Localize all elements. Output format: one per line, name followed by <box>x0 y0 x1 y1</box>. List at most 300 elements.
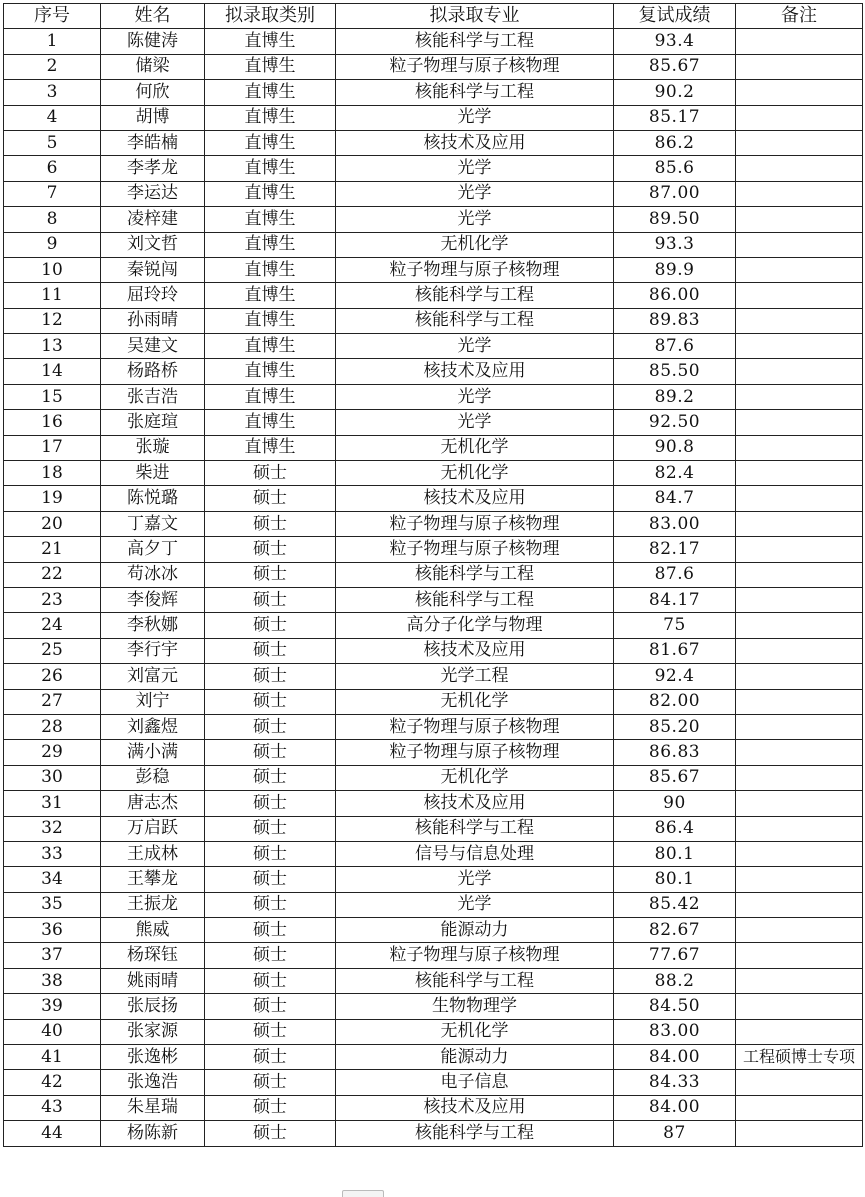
cell-score: 81.67 <box>614 638 736 663</box>
cell-score: 80.1 <box>614 867 736 892</box>
cell-score: 83.00 <box>614 1019 736 1044</box>
cell-score: 89.2 <box>614 384 736 409</box>
cell-score: 75 <box>614 613 736 638</box>
cell-index: 39 <box>4 994 101 1019</box>
cell-score: 89.50 <box>614 207 736 232</box>
cell-name: 熊威 <box>101 918 205 943</box>
cell-score: 93.4 <box>614 29 736 54</box>
cell-index: 20 <box>4 511 101 536</box>
cell-name: 王振龙 <box>101 892 205 917</box>
cell-major: 核技术及应用 <box>336 791 614 816</box>
cell-note <box>736 791 863 816</box>
table-row <box>4 130 863 155</box>
cell-note <box>736 1095 863 1120</box>
cell-category: 直博生 <box>205 80 336 105</box>
table-row <box>4 1045 863 1070</box>
cell-major: 无机化学 <box>336 1019 614 1044</box>
header-score: 复试成绩 <box>614 4 736 29</box>
cell-note <box>736 207 863 232</box>
cell-name: 杨路桥 <box>101 359 205 384</box>
table-body <box>4 29 863 1146</box>
cell-category: 硕士 <box>205 841 336 866</box>
cell-name: 胡博 <box>101 105 205 130</box>
cell-score: 84.7 <box>614 486 736 511</box>
cell-major: 粒子物理与原子核物理 <box>336 537 614 562</box>
cell-name: 柴进 <box>101 461 205 486</box>
cell-index: 18 <box>4 461 101 486</box>
table-row <box>4 207 863 232</box>
cell-name: 丁嘉文 <box>101 511 205 536</box>
cell-category: 硕士 <box>205 638 336 663</box>
cell-category: 直博生 <box>205 232 336 257</box>
table-row <box>4 511 863 536</box>
cell-major: 核能科学与工程 <box>336 968 614 993</box>
cell-major: 核技术及应用 <box>336 1095 614 1120</box>
cell-major: 生物物理学 <box>336 994 614 1019</box>
cell-category: 直博生 <box>205 54 336 79</box>
cell-major: 粒子物理与原子核物理 <box>336 740 614 765</box>
cell-category: 硕士 <box>205 1045 336 1070</box>
table-row <box>4 156 863 181</box>
cell-category: 硕士 <box>205 1019 336 1044</box>
cell-name: 刘富元 <box>101 664 205 689</box>
cell-score: 82.4 <box>614 461 736 486</box>
cell-score: 90 <box>614 791 736 816</box>
cell-major: 核能科学与工程 <box>336 283 614 308</box>
table-row <box>4 29 863 54</box>
cell-note <box>736 968 863 993</box>
cell-score: 86.00 <box>614 283 736 308</box>
cell-index: 30 <box>4 765 101 790</box>
cell-category: 硕士 <box>205 943 336 968</box>
cell-category: 硕士 <box>205 918 336 943</box>
table-row <box>4 816 863 841</box>
cell-score: 93.3 <box>614 232 736 257</box>
cell-category: 硕士 <box>205 816 336 841</box>
cell-note <box>736 283 863 308</box>
cell-score: 80.1 <box>614 841 736 866</box>
table-row <box>4 918 863 943</box>
cell-index: 5 <box>4 130 101 155</box>
cell-category: 硕士 <box>205 994 336 1019</box>
cell-name: 王攀龙 <box>101 867 205 892</box>
cell-note <box>736 308 863 333</box>
cell-major: 粒子物理与原子核物理 <box>336 714 614 739</box>
table-row <box>4 994 863 1019</box>
cell-major: 光学 <box>336 105 614 130</box>
cell-note <box>736 562 863 587</box>
table-row <box>4 283 863 308</box>
cell-note <box>736 994 863 1019</box>
cell-note <box>736 841 863 866</box>
cell-note <box>736 943 863 968</box>
cell-category: 硕士 <box>205 613 336 638</box>
cell-major: 核能科学与工程 <box>336 587 614 612</box>
cell-major: 核技术及应用 <box>336 486 614 511</box>
cell-note <box>736 638 863 663</box>
cell-category: 硕士 <box>205 968 336 993</box>
cell-category: 直博生 <box>205 105 336 130</box>
cell-category: 硕士 <box>205 765 336 790</box>
cell-category: 硕士 <box>205 689 336 714</box>
cell-note <box>736 130 863 155</box>
cell-category: 直博生 <box>205 334 336 359</box>
cell-note <box>736 54 863 79</box>
cell-score: 85.67 <box>614 765 736 790</box>
cell-category: 直博生 <box>205 207 336 232</box>
table-header <box>4 4 863 29</box>
cell-note <box>736 664 863 689</box>
cell-index: 6 <box>4 156 101 181</box>
cell-index: 9 <box>4 232 101 257</box>
cell-score: 85.17 <box>614 105 736 130</box>
table-row <box>4 587 863 612</box>
cell-category: 硕士 <box>205 791 336 816</box>
cell-score: 88.2 <box>614 968 736 993</box>
cell-index: 17 <box>4 435 101 460</box>
cell-major: 高分子化学与物理 <box>336 613 614 638</box>
cell-score: 86.2 <box>614 130 736 155</box>
cell-index: 2 <box>4 54 101 79</box>
cell-major: 光学 <box>336 867 614 892</box>
cell-index: 33 <box>4 841 101 866</box>
cell-category: 直博生 <box>205 257 336 282</box>
table-row <box>4 714 863 739</box>
cell-name: 姚雨晴 <box>101 968 205 993</box>
table-row <box>4 435 863 460</box>
cell-score: 83.00 <box>614 511 736 536</box>
header-row <box>4 4 863 29</box>
table-row <box>4 181 863 206</box>
cell-score: 89.83 <box>614 308 736 333</box>
cell-name: 陈健涛 <box>101 29 205 54</box>
cell-note <box>736 537 863 562</box>
cell-major: 粒子物理与原子核物理 <box>336 511 614 536</box>
cell-category: 直博生 <box>205 410 336 435</box>
cell-name: 张辰扬 <box>101 994 205 1019</box>
cell-index: 13 <box>4 334 101 359</box>
cell-name: 张逸彬 <box>101 1045 205 1070</box>
cell-index: 15 <box>4 384 101 409</box>
cell-note <box>736 1121 863 1146</box>
admission-table <box>3 3 863 1147</box>
table-row <box>4 384 863 409</box>
cell-major: 光学 <box>336 892 614 917</box>
cell-score: 84.17 <box>614 587 736 612</box>
cell-major: 核技术及应用 <box>336 359 614 384</box>
cell-category: 直博生 <box>205 283 336 308</box>
cell-note <box>736 232 863 257</box>
table-row <box>4 461 863 486</box>
table-row <box>4 105 863 130</box>
cell-index: 32 <box>4 816 101 841</box>
cell-note <box>736 816 863 841</box>
cell-index: 40 <box>4 1019 101 1044</box>
cell-index: 23 <box>4 587 101 612</box>
cell-note <box>736 105 863 130</box>
cell-category: 硕士 <box>205 486 336 511</box>
cell-category: 硕士 <box>205 714 336 739</box>
cell-name: 储梁 <box>101 54 205 79</box>
cell-category: 硕士 <box>205 740 336 765</box>
cell-index: 12 <box>4 308 101 333</box>
cell-score: 84.33 <box>614 1070 736 1095</box>
cell-index: 27 <box>4 689 101 714</box>
cell-score: 85.67 <box>614 54 736 79</box>
cell-note <box>736 334 863 359</box>
cell-index: 1 <box>4 29 101 54</box>
cell-note <box>736 181 863 206</box>
cell-name: 满小满 <box>101 740 205 765</box>
cell-index: 37 <box>4 943 101 968</box>
cell-index: 25 <box>4 638 101 663</box>
cell-category: 直博生 <box>205 29 336 54</box>
table-row <box>4 537 863 562</box>
cell-name: 屈玲玲 <box>101 283 205 308</box>
cell-score: 84.00 <box>614 1045 736 1070</box>
cell-major: 无机化学 <box>336 435 614 460</box>
cell-score: 89.9 <box>614 257 736 282</box>
cell-major: 粒子物理与原子核物理 <box>336 943 614 968</box>
cell-index: 21 <box>4 537 101 562</box>
cell-note <box>736 918 863 943</box>
cell-category: 硕士 <box>205 511 336 536</box>
cell-note <box>736 511 863 536</box>
table-row <box>4 1121 863 1146</box>
cell-score: 87.6 <box>614 562 736 587</box>
cell-name: 李孝龙 <box>101 156 205 181</box>
cell-name: 何欣 <box>101 80 205 105</box>
cell-name: 张璇 <box>101 435 205 460</box>
cell-major: 无机化学 <box>336 765 614 790</box>
table-row <box>4 892 863 917</box>
cell-category: 直博生 <box>205 308 336 333</box>
cell-name: 李皓楠 <box>101 130 205 155</box>
cell-major: 无机化学 <box>336 461 614 486</box>
header-category: 拟录取类别 <box>205 4 336 29</box>
cell-name: 苟冰冰 <box>101 562 205 587</box>
cell-name: 吴建文 <box>101 334 205 359</box>
cell-score: 85.6 <box>614 156 736 181</box>
cell-major: 光学 <box>336 207 614 232</box>
cell-name: 王成林 <box>101 841 205 866</box>
cell-index: 34 <box>4 867 101 892</box>
cell-name: 李秋娜 <box>101 613 205 638</box>
cell-score: 86.4 <box>614 816 736 841</box>
table-row <box>4 1019 863 1044</box>
table-row <box>4 791 863 816</box>
cell-name: 李行宇 <box>101 638 205 663</box>
table-row <box>4 867 863 892</box>
table-row <box>4 968 863 993</box>
cell-major: 无机化学 <box>336 689 614 714</box>
cell-name: 万启跃 <box>101 816 205 841</box>
cell-note <box>736 689 863 714</box>
cell-note <box>736 740 863 765</box>
cell-score: 85.42 <box>614 892 736 917</box>
table-row <box>4 80 863 105</box>
cell-major: 核能科学与工程 <box>336 1121 614 1146</box>
cell-major: 粒子物理与原子核物理 <box>336 54 614 79</box>
cell-index: 43 <box>4 1095 101 1120</box>
cell-note <box>736 1070 863 1095</box>
cell-major: 光学 <box>336 181 614 206</box>
cell-note <box>736 587 863 612</box>
cell-category: 硕士 <box>205 867 336 892</box>
table-row <box>4 334 863 359</box>
cell-score: 92.50 <box>614 410 736 435</box>
cell-score: 87 <box>614 1121 736 1146</box>
cell-score: 87.00 <box>614 181 736 206</box>
table-row <box>4 1070 863 1095</box>
cell-index: 44 <box>4 1121 101 1146</box>
table-row <box>4 257 863 282</box>
cell-index: 38 <box>4 968 101 993</box>
cell-major: 无机化学 <box>336 232 614 257</box>
cell-name: 凌梓建 <box>101 207 205 232</box>
table-row <box>4 486 863 511</box>
cell-score: 82.00 <box>614 689 736 714</box>
cell-index: 10 <box>4 257 101 282</box>
cell-name: 刘文哲 <box>101 232 205 257</box>
cell-major: 能源动力 <box>336 918 614 943</box>
cell-index: 29 <box>4 740 101 765</box>
cell-note <box>736 892 863 917</box>
table-row <box>4 613 863 638</box>
cell-index: 41 <box>4 1045 101 1070</box>
cell-category: 硕士 <box>205 537 336 562</box>
cell-index: 31 <box>4 791 101 816</box>
cell-name: 杨陈新 <box>101 1121 205 1146</box>
cell-note <box>736 29 863 54</box>
cell-note <box>736 1019 863 1044</box>
cell-score: 87.6 <box>614 334 736 359</box>
cell-major: 光学 <box>336 334 614 359</box>
cell-note <box>736 257 863 282</box>
cell-score: 86.83 <box>614 740 736 765</box>
table-row <box>4 740 863 765</box>
cell-note <box>736 80 863 105</box>
cell-major: 核技术及应用 <box>336 130 614 155</box>
cell-note <box>736 461 863 486</box>
table-row <box>4 410 863 435</box>
cell-index: 24 <box>4 613 101 638</box>
cell-category: 硕士 <box>205 892 336 917</box>
table-row <box>4 841 863 866</box>
cell-score: 77.67 <box>614 943 736 968</box>
cell-name: 孙雨晴 <box>101 308 205 333</box>
cell-major: 光学 <box>336 384 614 409</box>
cell-index: 26 <box>4 664 101 689</box>
table-row <box>4 765 863 790</box>
cell-score: 92.4 <box>614 664 736 689</box>
cell-index: 14 <box>4 359 101 384</box>
cell-name: 秦锐闯 <box>101 257 205 282</box>
cell-note <box>736 435 863 460</box>
cell-note <box>736 410 863 435</box>
cell-name: 张吉浩 <box>101 384 205 409</box>
cell-index: 36 <box>4 918 101 943</box>
cell-name: 彭稳 <box>101 765 205 790</box>
cell-major: 核能科学与工程 <box>336 29 614 54</box>
cell-index: 16 <box>4 410 101 435</box>
cell-score: 84.50 <box>614 994 736 1019</box>
table-row <box>4 943 863 968</box>
cell-index: 42 <box>4 1070 101 1095</box>
cell-index: 11 <box>4 283 101 308</box>
cell-score: 85.20 <box>614 714 736 739</box>
cell-note <box>736 486 863 511</box>
header-major: 拟录取专业 <box>336 4 614 29</box>
cell-name: 李运达 <box>101 181 205 206</box>
cell-score: 85.50 <box>614 359 736 384</box>
cell-name: 李俊辉 <box>101 587 205 612</box>
cell-note <box>736 765 863 790</box>
cell-name: 朱星瑞 <box>101 1095 205 1120</box>
table-row <box>4 308 863 333</box>
cell-category: 直博生 <box>205 359 336 384</box>
cell-major: 核能科学与工程 <box>336 308 614 333</box>
cell-category: 硕士 <box>205 1070 336 1095</box>
cell-category: 直博生 <box>205 156 336 181</box>
cell-major: 光学工程 <box>336 664 614 689</box>
cell-note <box>736 384 863 409</box>
table-row <box>4 638 863 663</box>
cell-category: 直博生 <box>205 181 336 206</box>
cell-index: 22 <box>4 562 101 587</box>
cell-note <box>736 359 863 384</box>
cell-index: 19 <box>4 486 101 511</box>
table-row <box>4 664 863 689</box>
table-row <box>4 1095 863 1120</box>
cell-note <box>736 156 863 181</box>
header-note: 备注 <box>736 4 863 29</box>
cell-index: 3 <box>4 80 101 105</box>
cell-index: 28 <box>4 714 101 739</box>
table-row <box>4 54 863 79</box>
table-row <box>4 232 863 257</box>
cell-major: 电子信息 <box>336 1070 614 1095</box>
cell-major: 能源动力 <box>336 1045 614 1070</box>
cell-name: 唐志杰 <box>101 791 205 816</box>
table-row <box>4 689 863 714</box>
cell-major: 信号与信息处理 <box>336 841 614 866</box>
cell-category: 直博生 <box>205 130 336 155</box>
cell-category: 直博生 <box>205 435 336 460</box>
cell-note <box>736 867 863 892</box>
cell-note: 工程硕博士专项 <box>736 1045 863 1070</box>
cell-major: 光学 <box>336 156 614 181</box>
cell-name: 高夕丁 <box>101 537 205 562</box>
cell-name: 张家源 <box>101 1019 205 1044</box>
cell-name: 刘宁 <box>101 689 205 714</box>
cell-name: 张庭瑄 <box>101 410 205 435</box>
cell-major: 核能科学与工程 <box>336 816 614 841</box>
cell-major: 核能科学与工程 <box>336 80 614 105</box>
cell-major: 光学 <box>336 410 614 435</box>
cell-score: 90.8 <box>614 435 736 460</box>
cell-note <box>736 613 863 638</box>
cell-index: 7 <box>4 181 101 206</box>
cell-score: 82.67 <box>614 918 736 943</box>
header-index: 序号 <box>4 4 101 29</box>
cell-name: 刘鑫煜 <box>101 714 205 739</box>
cell-score: 84.00 <box>614 1095 736 1120</box>
cell-major: 核能科学与工程 <box>336 562 614 587</box>
cell-category: 硕士 <box>205 1095 336 1120</box>
cell-index: 4 <box>4 105 101 130</box>
cell-category: 硕士 <box>205 587 336 612</box>
